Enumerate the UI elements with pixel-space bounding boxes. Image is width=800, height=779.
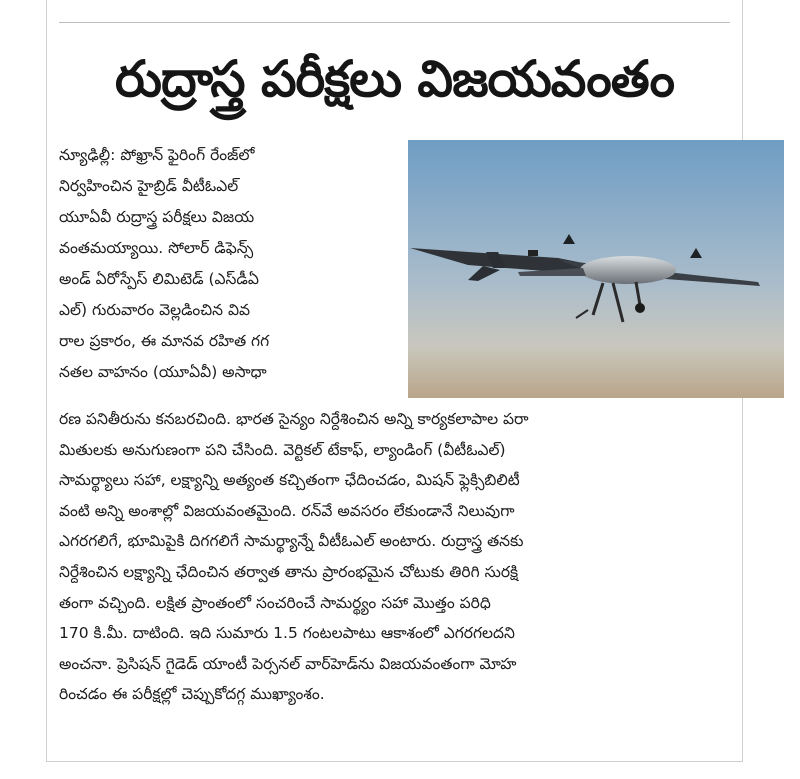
body-line: వంటి అన్ని అంశాల్లో విజయవంతమైంది. రన్‌వే అవసరం లేకుండానే నిలువుగా [59,501,515,520]
drone-photo [408,140,784,398]
top-rule [59,22,730,23]
body-text [59,404,731,710]
intro-column [59,140,401,388]
headline: రుద్రాస్త్ర పరీక్షలు విజయవంతం [115,50,674,108]
body-line: అంచనా. ప్రెసిషన్ గైడెడ్ యాంటీ పెర్సనల్ వార్‌హెడ్‌ను విజయవంతంగా మోహ [59,654,517,673]
intro-line: ఎల్) గురువారం వెల్లడించిన వివ [59,301,250,319]
drone-image [408,140,784,398]
intro-line: రాల ప్రకారం, ఈ మానవ రహిత గగ [59,332,270,350]
body-line: 170 కి.మీ. దాటింది. ఇది సుమారు 1.5 గంటలపాటు ఆకాశంలో ఎగరగలదని [59,624,515,643]
body-line: రించడం ఈ పరీక్షల్లో చెప్పుకోదగ్గ ముఖ్యాంశం. [59,685,325,704]
intro-line: వంతమయ్యాయి. సోలార్ డిఫెన్స్ [59,239,254,257]
body-line: సామర్థ్యాలు సహా, లక్ష్యాన్ని అత్యంత కచ్చితంగా ఛేదించడం, మిషన్ ఫ్లెక్సిబిలిటీ [59,471,520,490]
intro-line: న్యూఢిల్లీ: పోఖ్రాన్ ఫైరింగ్ రేంజ్‌లో [59,146,255,164]
body-line: ఎగరగలిగే, భూమిపైకి దిగగలిగే సామర్థ్యాన్నే వీటీఓఎల్ అంటారు. రుద్రాస్త్ర తనకు [59,532,524,551]
newspaper-clipping [46,0,743,762]
body-line: మితులకు అనుగుణంగా పని చేసింది. వెర్టికల్ టేకాఫ్, ల్యాండింగ్ (వీటీఓఎల్) [59,440,506,459]
intro-line: నతల వాహనం (యూఏవీ) అసాధా [59,363,267,381]
body-line: రణ పనితీరును కనబరచింది. భారత సైన్యం నిర్దేశించిన అన్ని కార్యకలాపాల పరా [59,410,529,428]
body-line: నిర్దేశించిన లక్ష్యాన్ని ఛేదించిన తర్వాత తాను ప్రారంభమైన చోటుకు తిరిగి సురక్షి [59,562,519,581]
body-line: తంగా వచ్చింది. లక్షిత ప్రాంతంలో సంచరించే సామర్థ్యం సహా మొత్తం పరిధి [59,593,491,612]
intro-line: అండ్ ఏరోస్పేస్ లిమిటెడ్ (ఎస్‌డీఏ [59,270,259,288]
intro-line: యూఏవీ రుద్రాస్త్ర పరీక్షలు విజయ [59,208,255,226]
intro-line: నిర్వహించిన హైబ్రిడ్ వీటీఓఎల్ [59,177,239,195]
